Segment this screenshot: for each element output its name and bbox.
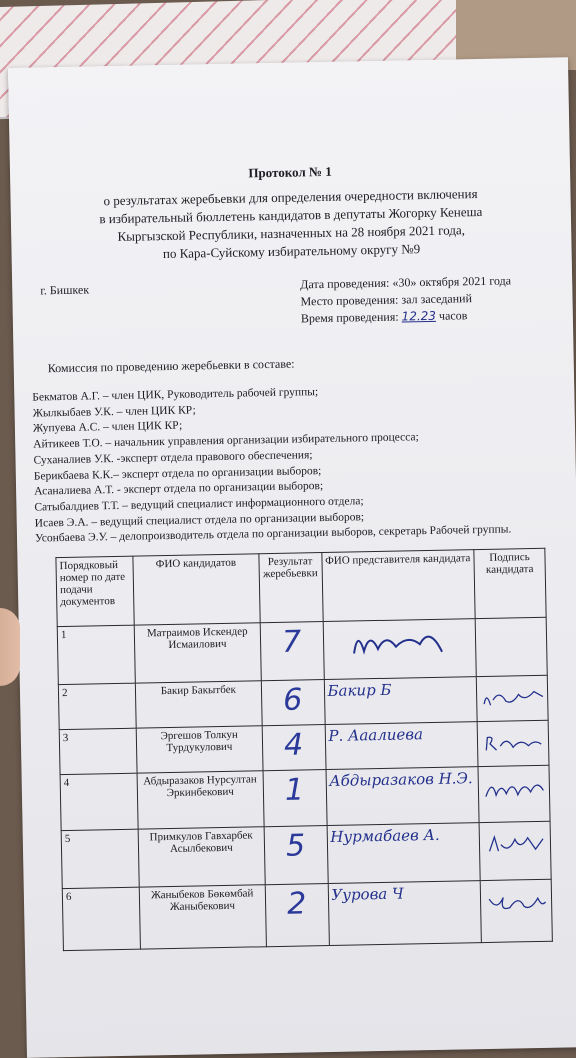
- candidate-signature: [480, 879, 552, 942]
- row-number: 1: [57, 625, 135, 684]
- signature-scribble: [326, 621, 472, 664]
- subtitle: [50, 184, 531, 265]
- row-number: 2: [58, 683, 136, 729]
- table-row: [60, 765, 550, 830]
- table-row: [57, 617, 547, 684]
- finger: [0, 608, 20, 686]
- member-item: Берикбаева К.К.– эксперт отдела по организации выборов;: [33, 464, 322, 483]
- signature-scribble: [480, 678, 545, 719]
- city: г. Бишкек: [40, 282, 90, 298]
- time-line: [301, 306, 512, 327]
- subtitle-line: Кыргызской Республики, назначенных на 28 ноября 2021 года,: [117, 222, 466, 244]
- header-result: Результат жеребьевки: [259, 553, 323, 623]
- candidate-name: Абдыразаков Нурсултан Эркинбекович: [137, 771, 264, 829]
- candidate-signature: [476, 675, 548, 721]
- draw-result: 7: [260, 622, 324, 681]
- date-line: Дата проведения: «30» октября 2021 года: [300, 273, 512, 292]
- table-row: [61, 821, 551, 888]
- candidate-signature: [478, 765, 550, 822]
- place-line: Место проведения: зал заседаний: [300, 291, 473, 309]
- header-representative: ФИО представителя кандидата: [321, 550, 475, 622]
- subtitle-line: в избирательный бюллетень кандидатов в депутаты Жогорку Кенеша: [99, 203, 483, 227]
- draw-results-table: [55, 548, 552, 951]
- representative-handwriting: Нурмабаев А.: [327, 823, 481, 884]
- commission-intro: Комиссия по проведению жеребьевки в составе:: [47, 356, 295, 376]
- row-number: 5: [61, 829, 139, 888]
- header-order: Порядковый номер по дате подачи документов: [56, 556, 134, 626]
- member-item: Жылкыбаев У.К. – член ЦИК КР;: [32, 404, 196, 420]
- member-item: Жупуева А.С. – член ЦИК КР;: [32, 420, 183, 435]
- header-signature: Подпись кандидата: [474, 548, 546, 618]
- candidate-name: Примкулов Гавхарбек Асылбекович: [138, 827, 265, 887]
- draw-result: 5: [264, 826, 328, 885]
- protocol-page: [8, 57, 576, 1058]
- signature-scribble: [483, 824, 548, 865]
- draw-result: 4: [262, 725, 326, 771]
- member-item: Суханалиев У.К. -эксперт отдела правового обеспечения;: [33, 449, 313, 467]
- candidate-name: Жаныбеков Бөкөмбай Жаныбекович: [139, 885, 266, 949]
- time-suffix: часов: [438, 308, 468, 323]
- draw-result: 6: [261, 680, 325, 726]
- representative-handwriting: Р. Ааалиева: [325, 722, 478, 770]
- member-list: [32, 381, 511, 547]
- member-item: Сатыбалдиев Т.Т. – ведущий специалист информационного отдела;: [34, 495, 364, 514]
- row-number: 4: [60, 773, 138, 830]
- member-item: Асаналиева А.Т. - эксперт отдела по организации выборов;: [34, 480, 324, 498]
- candidate-signature: [475, 617, 547, 676]
- representative-handwriting: Абдыразаков Н.Э.: [326, 767, 480, 826]
- page-title: Протокол № 1: [248, 163, 332, 181]
- member-item: Усонбаева Э.У. – делопроизводитель отдела по организации выборов, секретарь Рабочей группы.: [34, 523, 512, 545]
- table-header-row: [56, 548, 546, 626]
- representative-handwriting: Бакир Б: [324, 677, 477, 725]
- time-value: 12.23: [401, 308, 437, 324]
- candidate-signature: [477, 720, 549, 766]
- candidate-signature: [479, 821, 551, 880]
- candidate-name: Бакир Бакытбек: [135, 681, 261, 728]
- draw-result: 1: [263, 770, 327, 827]
- signature-scribble: [484, 882, 549, 923]
- meeting-meta: [300, 272, 512, 327]
- member-item: Исаев Э.А. – ведущий специалист отдела по организации выборов;: [34, 510, 365, 530]
- member-item: Айтикеев Т.О. – начальник управления организации избирательного процесса;: [33, 431, 419, 451]
- subtitle-line: о результатах жеребьевки для определения очередности включения: [103, 186, 478, 209]
- member-item: Бекматов А.Г. – член ЦИК, Руководитель рабочей группы;: [32, 386, 319, 404]
- header-candidate: ФИО кандидатов: [133, 554, 260, 625]
- candidate-name: Матраимов Искендер Исмаилович: [134, 623, 261, 683]
- signature-scribble: [482, 768, 547, 809]
- row-number: 3: [59, 728, 137, 774]
- representative-signature: [323, 619, 477, 680]
- row-number: 6: [62, 887, 140, 950]
- table-row: [62, 879, 552, 950]
- signature-scribble: [481, 723, 546, 764]
- representative-handwriting: Уурова Ч: [328, 881, 482, 946]
- draw-result: 2: [265, 884, 329, 947]
- candidate-name: Эргешов Толкун Турдукулович: [136, 726, 262, 773]
- time-label: Время проведения:: [300, 309, 399, 326]
- subtitle-line: по Кара-Суйскому избирательному округу №9: [162, 241, 421, 262]
